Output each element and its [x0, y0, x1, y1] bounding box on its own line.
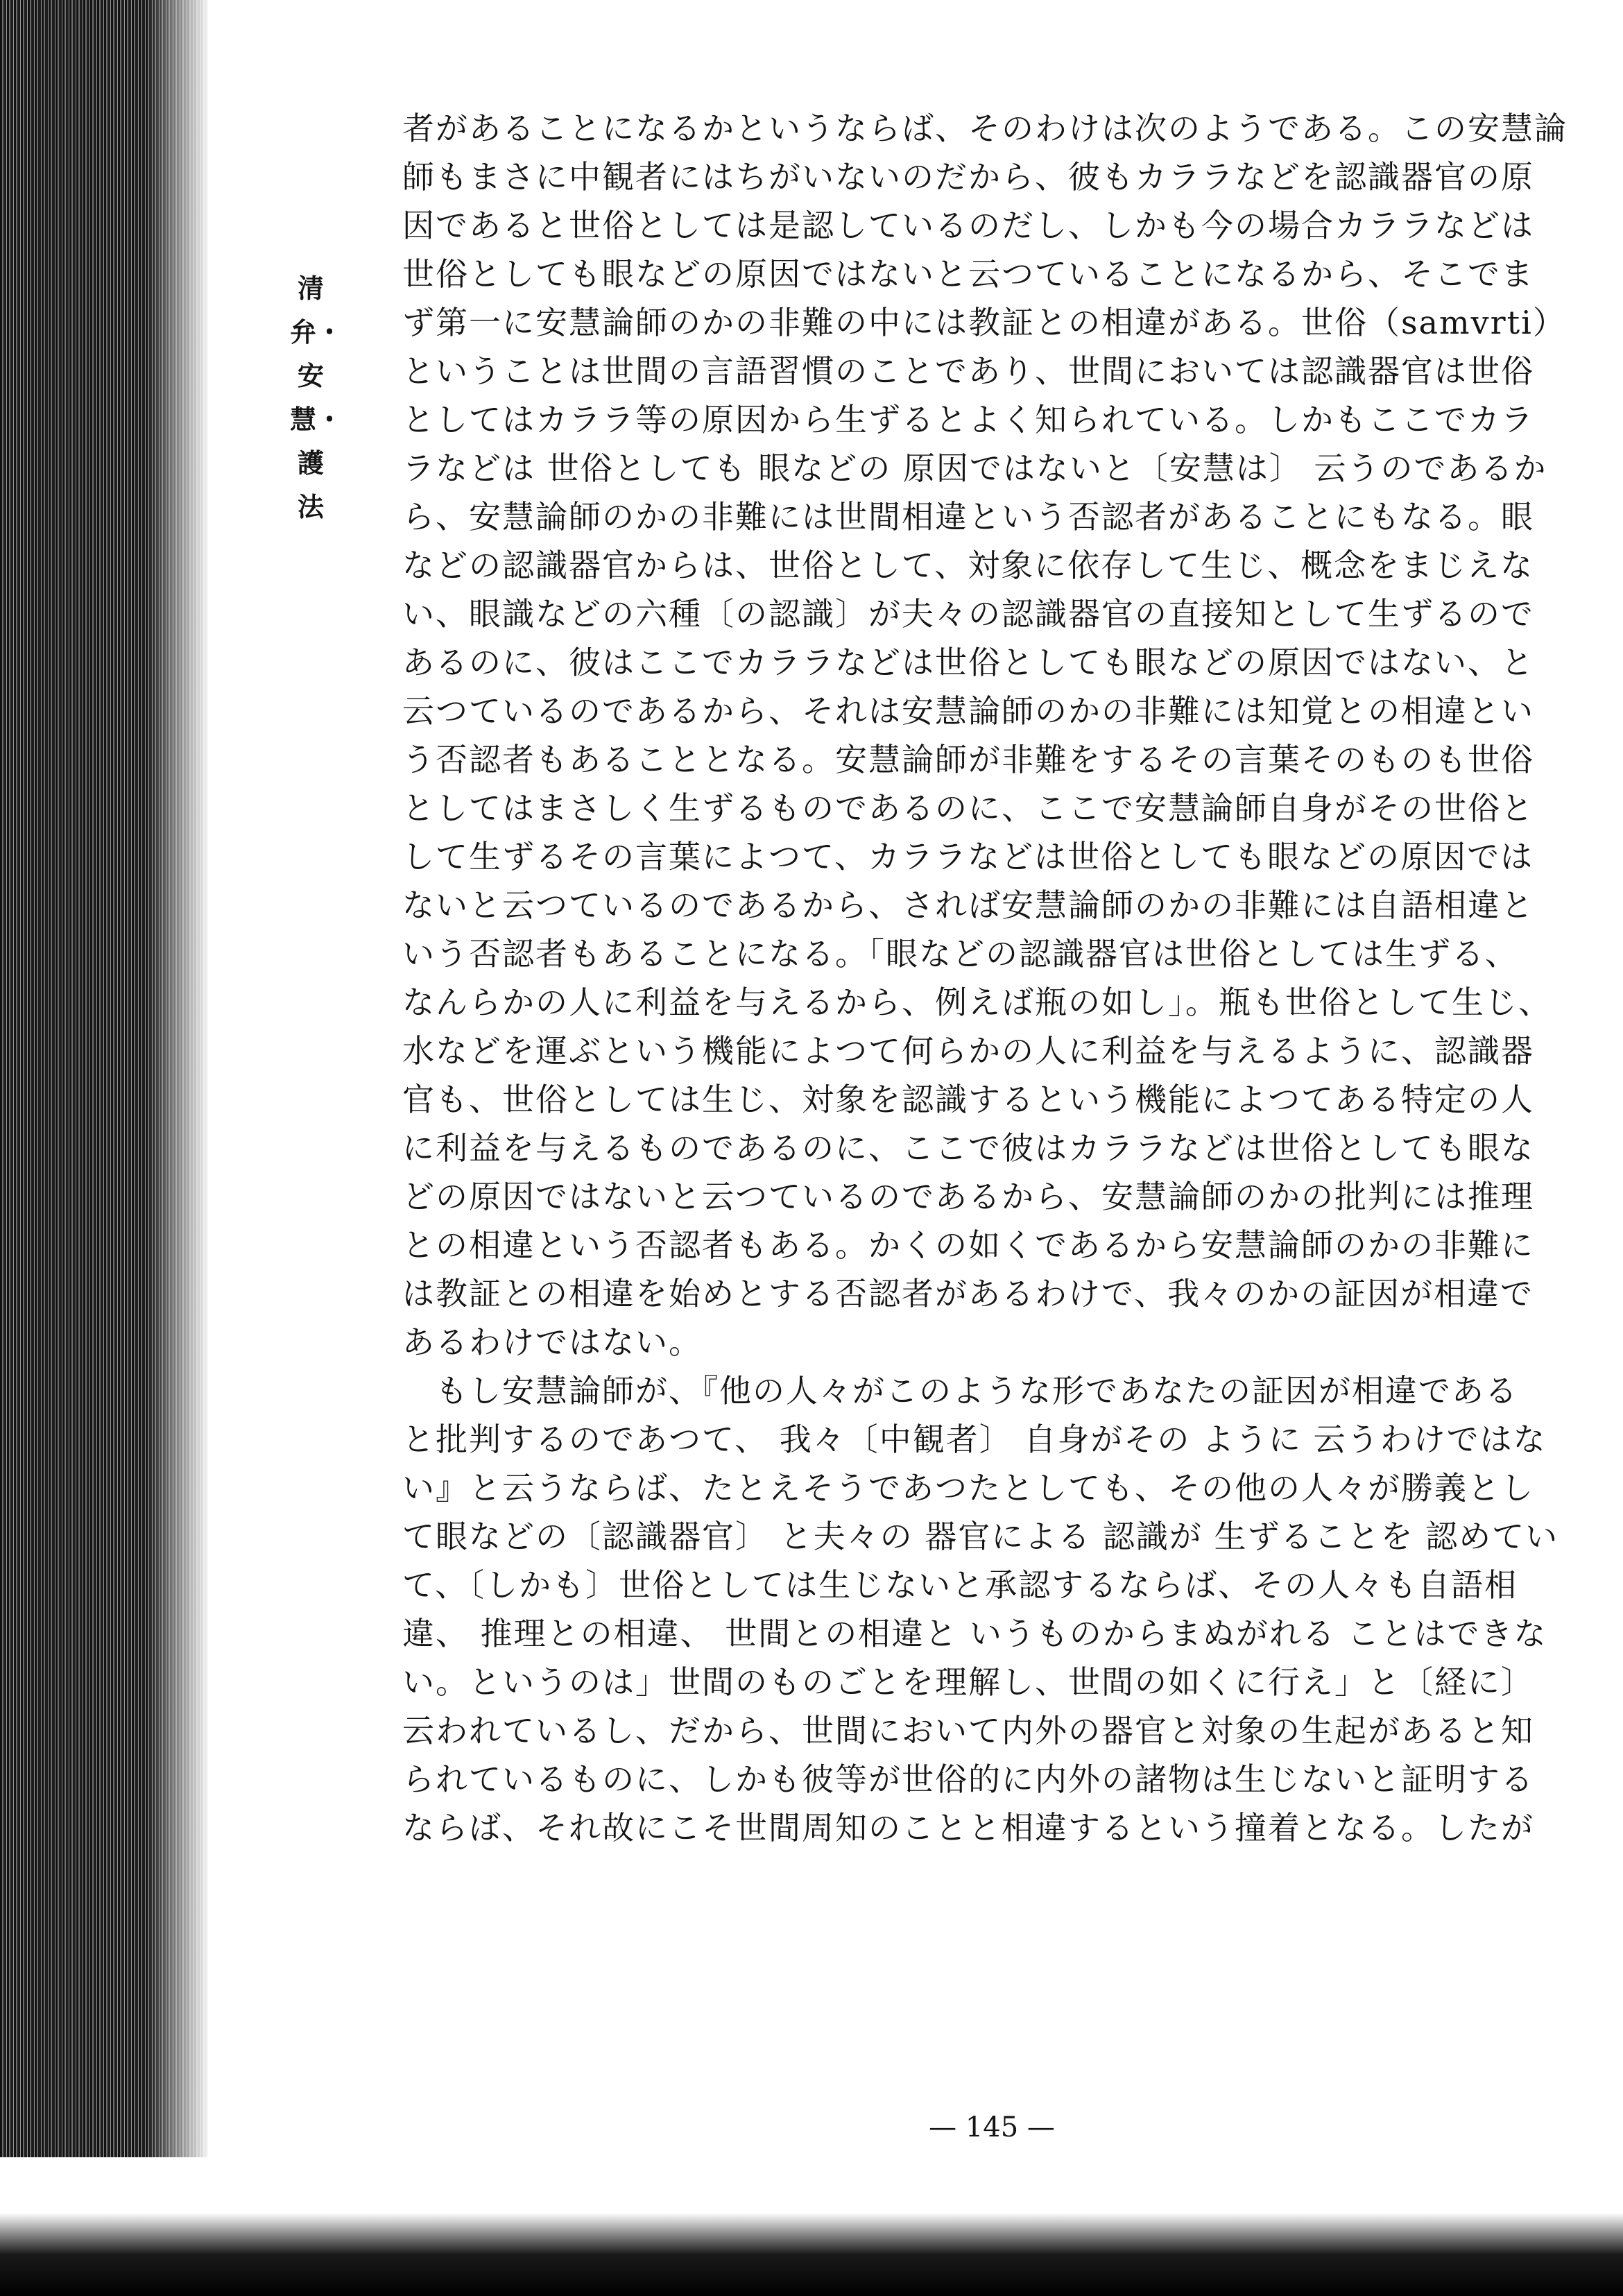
- text-line: との相違という否認者もある。かくの如くであるから安慧論師のかの非難に: [402, 1226, 1534, 1264]
- text-line: は教証との相違を始めとする否認者があるわけで、我々のかの証因が相違で: [402, 1275, 1534, 1312]
- text-line: い。というのは」世間のものごとを理解し、世間の如くに行え」と〔経に〕: [402, 1663, 1534, 1701]
- text-line: て眼などの〔認識器官〕 と夫々の 器官による 認識が 生ずることを 認めてい: [402, 1518, 1559, 1555]
- text-line: 云つているのであるから、それは安慧論師のかの非難には知覚との相違とい: [402, 692, 1534, 730]
- text-line: としてはカララ等の原因から生ずるとよく知られている。しかもここでカラ: [402, 401, 1534, 438]
- text-line: い、眼識などの六種〔の認識〕が夫々の認識器官の直接知として生ずるので: [402, 595, 1534, 633]
- text-line: いう否認者もあることになる。「眼などの認識器官は世俗としては生ずる、: [402, 935, 1518, 973]
- text-line: て、〔しかも〕世俗としては生じないと承認するならば、その人々も自語相: [402, 1566, 1518, 1604]
- text-line: もし安慧論師が、『他の人々がこのような形であなたの証因が相違である: [436, 1372, 1518, 1410]
- text-line: して生ずるその言葉によつて、カララなどは世俗としても眼などの原因では: [402, 838, 1534, 875]
- text-line: 官も、世俗としては生じ、対象を認識するという機能によつてある特定の人: [402, 1081, 1534, 1118]
- text-line: 因であると世俗としては是認しているのだし、しかも今の場合カララなどは: [402, 207, 1534, 244]
- text-line: などの認識器官からは、世俗として、対象に依存して生じ、概念をまじえな: [402, 547, 1534, 584]
- scan-bottom-shadow: [0, 2157, 1623, 2296]
- text-line: なんらかの人に利益を与えるから、例えば瓶の如し」。瓶も世俗として生じ、: [402, 984, 1552, 1021]
- paragraph-1: [402, 104, 1581, 1367]
- text-line: ず第一に安慧論師のかの非難の中には教証との相違がある。世俗（samvrti）: [402, 304, 1566, 341]
- paragraph-2: [402, 1367, 1581, 1852]
- text-line: ら、安慧論師のかの非難には世間相違という否認者があることにもなる。眼: [402, 498, 1534, 536]
- text-line: としてはまさしく生ずるものであるのに、ここで安慧論師自身がその世俗と: [402, 789, 1534, 827]
- page-number: — 145 —: [929, 2111, 1055, 2143]
- book-page-edges: [0, 0, 208, 2220]
- text-line: られているものに、しかも彼等が世俗的に内外の諸物は生じないと証明する: [402, 1760, 1534, 1798]
- text-line: ラなどは 世俗としても 眼などの 原因ではないと〔安慧は〕 云うのであるか: [402, 449, 1547, 487]
- text-line: 違、 推理との相違、 世間との相違と いうものからまぬがれる ことはできな: [402, 1615, 1547, 1652]
- text-line: い』と云うならば、たとえそうであつたとしても、その他の人々が勝義とし: [402, 1469, 1534, 1507]
- text-line: ならば、それ故にこそ世間周知のことと相違するという撞着となる。したが: [402, 1809, 1534, 1847]
- text-line: あるわけではない。: [402, 1323, 702, 1361]
- running-head: 清弁・安慧・護法: [290, 273, 343, 522]
- text-line: あるのに、彼はここでカララなどは世俗としても眼などの原因ではない、と: [402, 644, 1534, 681]
- text-line: ないと云つているのであるから、されば安慧論師のかの非難には自語相違と: [402, 886, 1534, 924]
- text-line: どの原因ではないと云つているのであるから、安慧論師のかの批判には推理: [402, 1178, 1534, 1215]
- text-line: 師もまさに中観者にはちがいないのだから、彼もカララなどを認識器官の原: [402, 158, 1534, 196]
- body-text: [402, 104, 1581, 1852]
- text-line: ということは世間の言語習慣のことであり、世間においては認識器官は世俗: [402, 352, 1534, 390]
- text-line: 水などを運ぶという機能によつて何らかの人に利益を与えるように、認識器: [402, 1032, 1534, 1070]
- text-line: 者があることになるかというならば、そのわけは次のようである。この安慧論: [402, 110, 1568, 147]
- text-line: 世俗としても眼などの原因ではないと云つていることになるから、そこでま: [402, 255, 1534, 293]
- text-line: 云われているし、だから、世間において内外の器官と対象の生起があると知: [402, 1712, 1534, 1749]
- text-line: と批判するのであつて、 我々〔中観者〕 自身がその ように 云うわけではな: [402, 1421, 1547, 1458]
- text-line: う否認者もあることとなる。安慧論師が非難をするその言葉そのものも世俗: [402, 741, 1534, 778]
- text-line: に利益を与えるものであるのに、ここで彼はカララなどは世俗としても眼な: [402, 1129, 1534, 1167]
